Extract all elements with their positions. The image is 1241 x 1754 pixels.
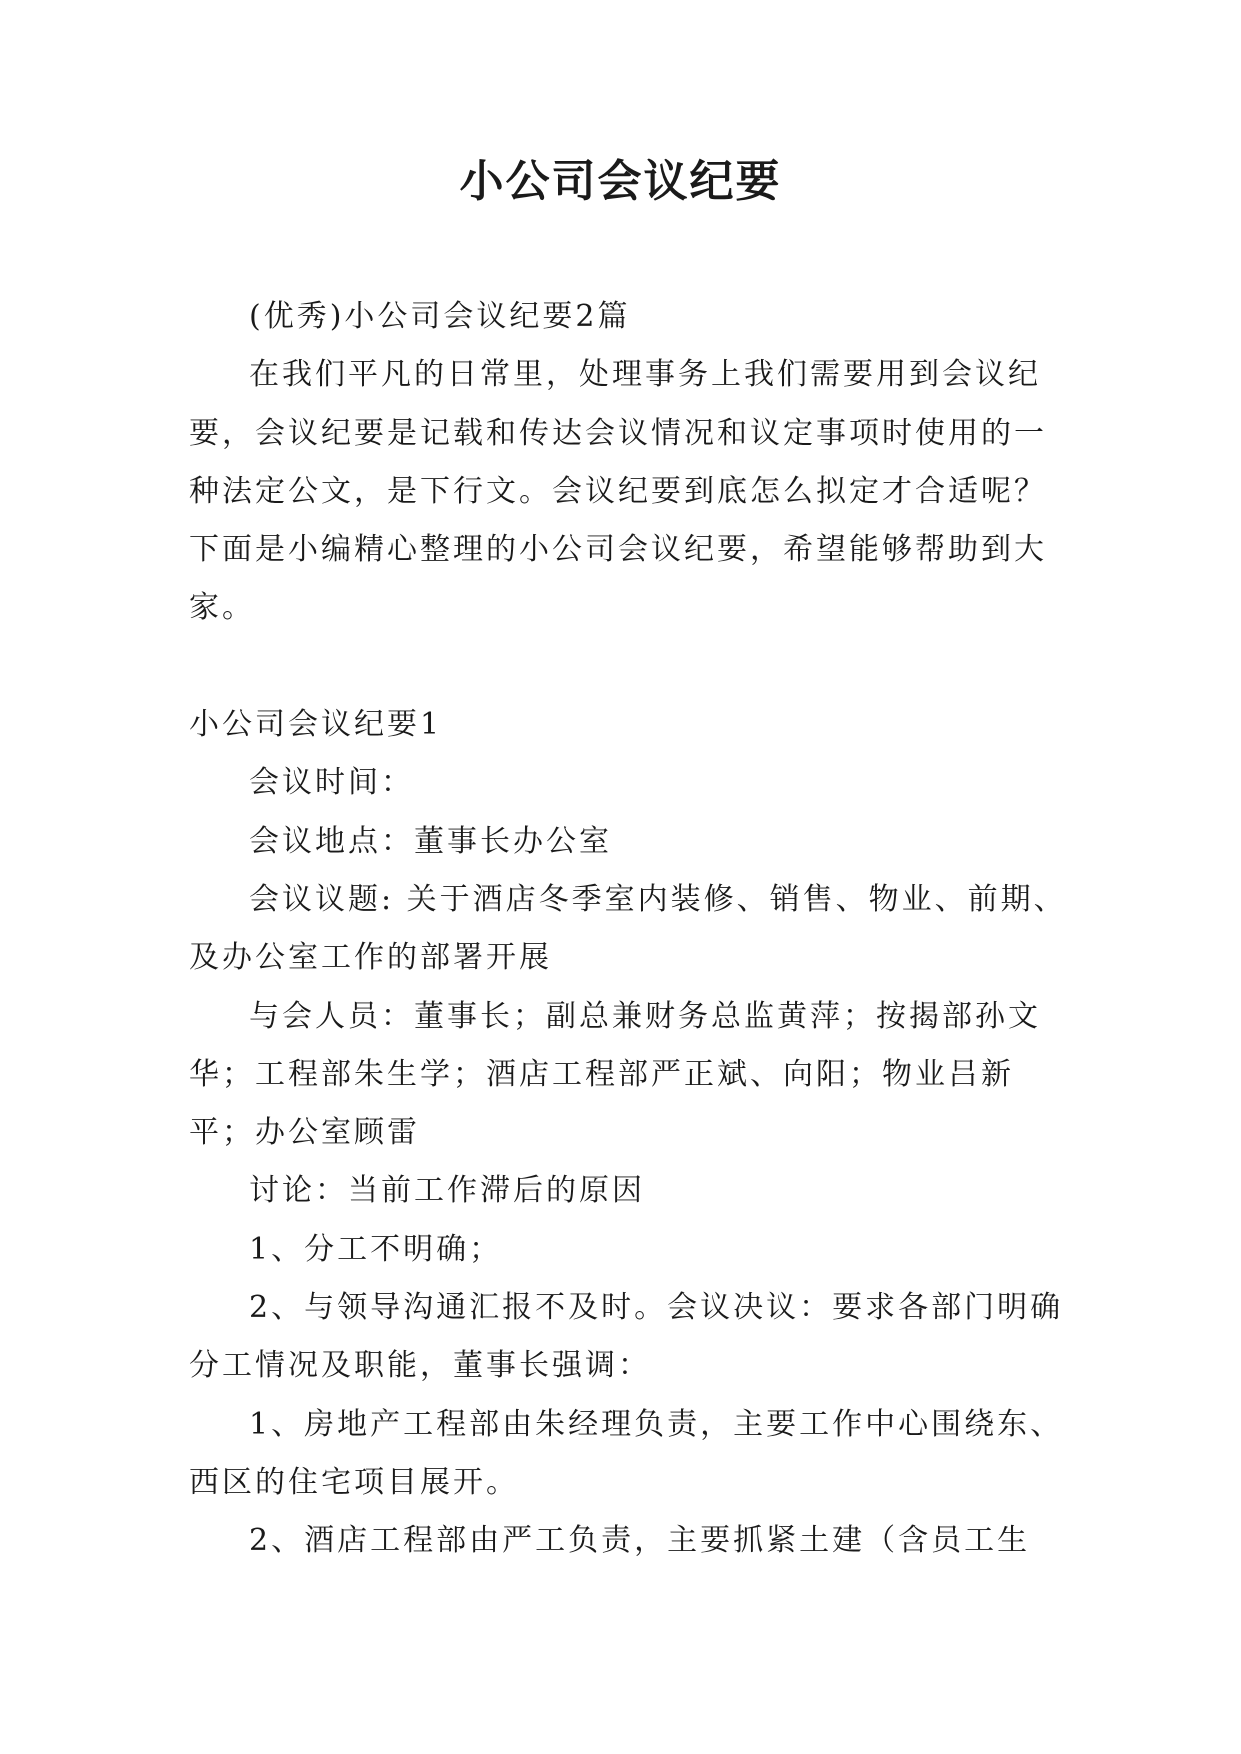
- meeting-attendees: 与会人员：董事长；副总兼财务总监黄萍；按揭部孙文华；工程部朱生学；酒店工程部严正斌、向阳；物业吕新平；办公室顾雷: [189, 998, 1041, 1151]
- intro-paragraph: 在我们平凡的日常里，处理事务上我们需要用到会议纪要，会议纪要是记载和传达会议情况和议定事项时使用的一种法定公文，是下行文。会议纪要到底怎么拟定才合适呢？下面是小编精心整理的小公司会议纪要，希望能够帮助到大家。: [189, 357, 1047, 626]
- discussion-heading: 讨论：当前工作滞后的原因: [249, 1173, 645, 1209]
- list-item: 1、分工不明确；: [249, 1231, 503, 1267]
- document-subtitle: (优秀)小公司会议纪要2篇: [249, 299, 631, 334]
- meeting-topic: 会议议题: 关于酒店冬季室内装修、销售、物业、前期、及办公室工作的部署开展: [189, 881, 1067, 976]
- list-item: 2、酒店工程部由严工负责，主要抓紧土建（含员工生: [249, 1523, 1031, 1559]
- document-body: [189, 288, 1069, 1571]
- meeting-location: 会议地点：董事长办公室: [249, 823, 612, 859]
- meeting-time: 会议时间：: [249, 765, 414, 801]
- document-title: 小公司会议纪要: [459, 156, 782, 207]
- section-heading: 小公司会议纪要1: [189, 707, 443, 743]
- list-item: 2、与领导沟通汇报不及时。会议决议：要求各部门明确分工情况及职能，董事长强调：: [189, 1290, 1064, 1384]
- paragraph-gap: [189, 638, 1069, 696]
- list-item: 1、房地产工程部由朱经理负责，主要工作中心围绕东、西区的住宅项目展开。: [189, 1406, 1064, 1500]
